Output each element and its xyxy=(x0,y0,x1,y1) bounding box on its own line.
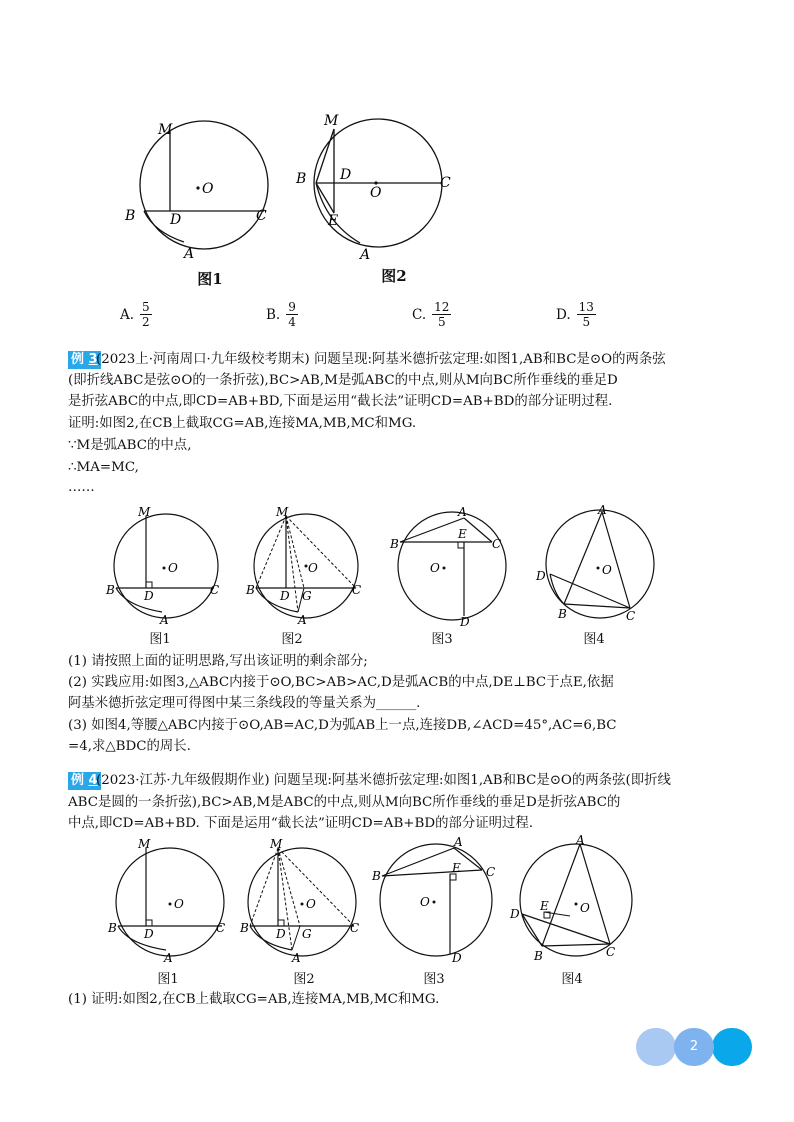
svg-text:E: E xyxy=(452,861,461,875)
fraction: $\frac{9}{4}$ xyxy=(288,300,296,329)
svg-text:O: O xyxy=(306,897,316,911)
svg-text:O: O xyxy=(580,901,590,915)
example-3-question-3: (3) 如图4,等腰△ABC内接于⊙O,AB=AC,D为弧AB上一点,连接DB,∠ACD=45°,AC=6,BC xyxy=(68,718,617,733)
svg-text:B: B xyxy=(372,869,381,883)
svg-text:B: B xyxy=(558,607,567,621)
example-3-question-2: (2) 实践应用:如图3,△ABC内接于⊙O,BC>AB>AC,D是弧ACB的中点,DE⊥BC于点E,依据 xyxy=(68,675,614,690)
example-4-line-1: (2023·江苏·九年级假期作业) 问题呈现:阿基米德折弦定理:如图1,AB和BC是⊙O的两条弦(即折线 xyxy=(96,773,671,788)
svg-text:O: O xyxy=(174,897,184,911)
example-4-figure-4 xyxy=(506,834,640,968)
example-3-line-2: (即折线ABC是弦⊙O的一条折弦),BC>AB,M是弧ABC的中点,则从M向BC所作垂线的垂足D xyxy=(68,373,618,388)
svg-text:C: C xyxy=(492,537,502,551)
choice-d[interactable] xyxy=(556,300,596,329)
top-figure-1 xyxy=(120,110,280,260)
svg-text:A: A xyxy=(458,505,467,519)
svg-text:A: A xyxy=(576,834,585,847)
svg-text:M: M xyxy=(138,837,151,851)
page-number-badge xyxy=(636,1028,752,1066)
example-3-question-3b: =4,求△BDC的周长. xyxy=(68,739,191,754)
fraction: $\frac{13}{5}$ xyxy=(578,300,594,329)
label-M: M xyxy=(158,122,173,138)
label-B: B xyxy=(125,208,136,224)
example-4-figure-1-caption: 图1 xyxy=(157,972,179,987)
choice-letter: C. xyxy=(412,306,427,323)
example-4-figure-2 xyxy=(238,836,368,968)
choice-letter: B. xyxy=(266,306,281,323)
svg-text:M: M xyxy=(138,505,151,519)
fraction: $\frac{12}{5}$ xyxy=(434,300,450,329)
svg-text:A: A xyxy=(598,503,607,517)
svg-text:A: A xyxy=(298,613,307,627)
example-4-proof: (1) 证明:如图2,在CB上截取CG=AB,连接MA,MB,MC和MG. xyxy=(68,992,440,1007)
svg-text:B: B xyxy=(246,583,255,597)
example-3-figure-4 xyxy=(534,502,664,630)
pager-bubble-right xyxy=(712,1028,752,1066)
label-E: E xyxy=(328,213,339,229)
label-O: O xyxy=(202,181,214,197)
fraction: $\frac{5}{2}$ xyxy=(142,300,150,329)
svg-text:B: B xyxy=(240,921,249,935)
label-D: D xyxy=(170,212,182,228)
svg-text:O: O xyxy=(420,895,430,909)
example-4-tag: 例 4 xyxy=(68,772,101,790)
example-3-tag: 例 3 xyxy=(68,351,101,369)
label-C: C xyxy=(256,208,267,224)
svg-text:D: D xyxy=(536,569,546,583)
example-4-line-2: ABC是圆的一条折弦),BC>AB,M是ABC的中点,则从M向BC所作垂线的垂足D是折弦ABC的 xyxy=(68,795,621,810)
choice-b[interactable] xyxy=(266,300,298,329)
svg-text:O: O xyxy=(308,561,318,575)
svg-text:B: B xyxy=(534,949,543,963)
example-4-figure-4-caption: 图4 xyxy=(561,972,583,987)
label-D: D xyxy=(340,167,352,183)
example-3-figure-4-caption: 图4 xyxy=(583,632,605,647)
svg-text:G: G xyxy=(302,589,312,603)
example-3-line-5: ∵M是弧ABC的中点, xyxy=(68,438,192,453)
svg-text:D: D xyxy=(280,589,290,603)
svg-text:D: D xyxy=(452,951,462,965)
example-4-figure-3-caption: 图3 xyxy=(423,972,445,987)
svg-text:O: O xyxy=(602,563,612,577)
svg-text:B: B xyxy=(106,583,115,597)
example-3-line-4: 证明:如图2,在CB上截取CG=AB,连接MA,MB,MC和MG. xyxy=(68,416,417,431)
svg-text:M: M xyxy=(276,505,289,519)
example-3-line-1: (2023上·河南周口·九年级校考期末) 问题呈现:阿基米德折弦定理:如图1,AB和BC是⊙O的两条弦 xyxy=(96,352,666,367)
example-3-question-1: (1) 请按照上面的证明思路,写出该证明的剩余部分; xyxy=(68,654,368,669)
svg-text:D: D xyxy=(460,615,470,629)
choice-c[interactable] xyxy=(412,300,451,329)
svg-text:A: A xyxy=(292,951,301,965)
svg-text:A: A xyxy=(454,835,463,849)
top-figure-1-caption: 图1 xyxy=(197,270,223,288)
svg-text:C: C xyxy=(606,945,616,959)
example-3-figure-1 xyxy=(100,502,230,630)
svg-text:C: C xyxy=(210,583,220,597)
svg-text:B: B xyxy=(108,921,117,935)
label-A: A xyxy=(360,247,371,263)
example-4-line-3: 中点,即CD=AB+BD. 下面是运用“截长法”证明CD=AB+BD的部分证明过程. xyxy=(68,816,534,831)
example-3-figure-1-caption: 图1 xyxy=(149,632,171,647)
svg-text:A: A xyxy=(164,951,173,965)
top-figure-2-caption: 图2 xyxy=(381,267,407,285)
svg-text:D: D xyxy=(144,589,154,603)
svg-text:E: E xyxy=(458,527,467,541)
pager-bubble-left xyxy=(636,1028,676,1066)
svg-text:B: B xyxy=(390,537,399,551)
choice-letter: D. xyxy=(556,306,571,323)
example-3-figure-3-caption: 图3 xyxy=(431,632,453,647)
svg-text:C: C xyxy=(216,921,226,935)
label-C: C xyxy=(440,175,451,191)
choice-letter: A. xyxy=(120,306,135,323)
example-3-line-6: ∴MA=MC, xyxy=(68,460,139,475)
svg-text:O: O xyxy=(168,561,178,575)
choice-a[interactable] xyxy=(120,300,152,329)
example-4-figure-1 xyxy=(104,836,234,968)
example-4-figure-3 xyxy=(370,834,504,968)
page-number: 2 xyxy=(689,1039,699,1054)
label-O: O xyxy=(370,185,382,201)
svg-text:D: D xyxy=(144,927,154,941)
example-3-figure-3 xyxy=(388,502,518,630)
example-3-line-7: …… xyxy=(68,480,95,495)
label-A: A xyxy=(184,246,195,260)
svg-text:M: M xyxy=(270,837,283,851)
svg-text:E: E xyxy=(540,899,549,913)
svg-text:G: G xyxy=(302,927,312,941)
example-3-line-3: 是折弦ABC的中点,即CD=AB+BD,下面是运用“截长法”证明CD=AB+BD的部分证明过程. xyxy=(68,394,613,409)
top-figure-2 xyxy=(290,105,470,265)
svg-text:A: A xyxy=(160,613,169,627)
label-M: M xyxy=(324,113,339,129)
example-3-figure-2-caption: 图2 xyxy=(281,632,303,647)
label-B: B xyxy=(296,171,307,187)
svg-text:C: C xyxy=(352,583,362,597)
svg-text:D: D xyxy=(510,907,520,921)
svg-text:C: C xyxy=(350,921,360,935)
example-3-question-2b: 阿基米德折弦定理可得图中某三条线段的等量关系为______. xyxy=(68,696,421,711)
svg-text:D: D xyxy=(276,927,286,941)
svg-text:O: O xyxy=(430,561,440,575)
svg-text:C: C xyxy=(626,609,636,623)
svg-text:C: C xyxy=(486,865,496,879)
example-3-figure-2 xyxy=(244,502,374,630)
example-4-figure-2-caption: 图2 xyxy=(293,972,315,987)
